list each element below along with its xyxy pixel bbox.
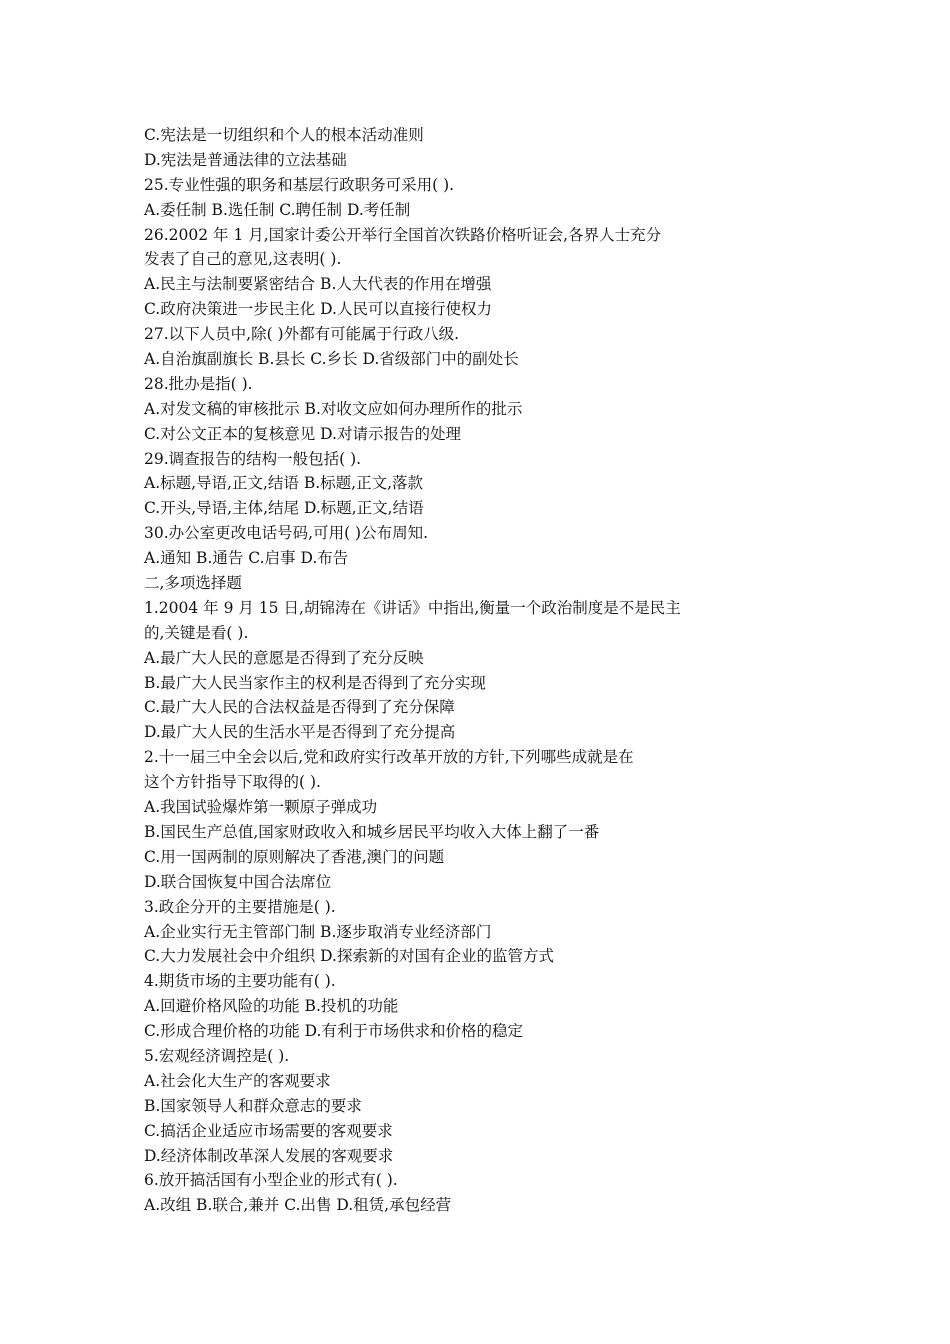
multi-question-6: 6.放开搞活国有小型企业的形式有( ). [144,1171,398,1190]
multi-question-2-option-a: A.我国试验爆炸第一颗原子弹成功 [144,798,378,817]
section-heading: 二,多项选择题 [144,574,242,593]
question-26-cont: 发表了自己的意见,这表明( ). [144,250,342,269]
multi-question-3-options-ab: A.企业实行无主管部门制 B.逐步取消专业经济部门 [144,922,492,941]
question-29-options-cd: C.开头,导语,主体,结尾 D.标题,正文,结语 [144,499,424,518]
multi-question-2-option-d: D.联合国恢复中国合法席位 [144,872,332,891]
question-30-options: A.通知 B.通告 C.启事 D.布告 [144,549,349,568]
question-28: 28.批办是指( ). [144,374,253,393]
question-27: 27.以下人员中,除( )外都有可能属于行政八级. [144,325,460,344]
text-line: D.宪法是普通法律的立法基础 [144,150,347,169]
multi-question-2-cont: 这个方针指导下取得的( ). [144,773,321,792]
question-29: 29.调查报告的结构一般包括( ). [144,449,362,468]
multi-question-4: 4.期货市场的主要功能有( ). [144,972,336,991]
multi-question-3-options-cd: C.大力发展社会中介组织 D.探索新的对国有企业的监管方式 [144,947,554,966]
multi-question-5-option-d: D.经济体制改革深人发展的客观要求 [144,1146,394,1165]
question-26: 26.2002 年 1 月,国家计委公开举行全国首次铁路价格听证会,各界人士充分 [144,225,662,244]
question-27-options: A.自治旗副旗长 B.县长 C.乡长 D.省级部门中的副处长 [144,350,519,369]
question-28-options-ab: A.对发文稿的审核批示 B.对收文应如何办理所作的批示 [144,399,523,418]
question-25-options: A.委任制 B.选任制 C.聘任制 D.考任制 [144,200,411,219]
multi-question-5-option-a: A.社会化大生产的客观要求 [144,1071,331,1090]
multi-question-5: 5.宏观经济调控是( ). [144,1046,290,1065]
multi-question-1-cont: 的,关键是看( ). [144,623,249,642]
multi-question-4-options-ab: A.回避价格风险的功能 B.投机的功能 [144,997,399,1016]
question-26-options-cd: C.政府决策进一步民主化 D.人民可以直接行使权力 [144,300,492,319]
question-25: 25.专业性强的职务和基层行政职务可采用( ). [144,175,455,194]
multi-question-1-option-d: D.最广大人民的生活水平是否得到了充分提高 [144,723,456,742]
multi-question-1-option-b: B.最广大人民当家作主的权利是否得到了充分实现 [144,673,486,692]
multi-question-6-options: A.改组 B.联合,兼并 C.出售 D.租赁,承包经营 [144,1196,452,1215]
multi-question-2-option-c: C.用一国两制的原则解决了香港,澳门的问题 [144,847,445,866]
question-29-options-ab: A.标题,导语,正文,结语 B.标题,正文,落款 [144,474,424,493]
document-body [144,123,714,1218]
multi-question-5-option-b: B.国家领导人和群众意志的要求 [144,1096,362,1115]
question-26-options-ab: A.民主与法制要紧密结合 B.人大代表的作用在增强 [144,275,492,294]
multi-question-2-option-b: B.国民生产总值,国家财政收入和城乡居民平均收入大体上翻了一番 [144,822,600,841]
question-30: 30.办公室更改电话号码,可用( )公布周知. [144,524,429,543]
multi-question-4-options-cd: C.形成合理价格的功能 D.有利于市场供求和价格的稳定 [144,1022,523,1041]
multi-question-3: 3.政企分开的主要措施是( ). [144,897,336,916]
text-line: C.宪法是一切组织和个人的根本活动准则 [144,126,424,144]
multi-question-1-option-a: A.最广大人民的意愿是否得到了充分反映 [144,648,424,667]
multi-question-5-option-c: C.搞活企业适应市场需要的客观要求 [144,1121,393,1140]
multi-question-1-option-c: C.最广大人民的合法权益是否得到了充分保障 [144,698,455,717]
multi-question-2: 2.十一届三中全会以后,党和政府实行改革开放的方针,下列哪些成就是在 [144,748,634,767]
multi-question-1: 1.2004 年 9 月 15 日,胡锦涛在《讲话》中指出,衡量一个政治制度是不是民主 [144,598,681,617]
question-28-options-cd: C.对公文正本的复核意见 D.对请示报告的处理 [144,424,461,443]
